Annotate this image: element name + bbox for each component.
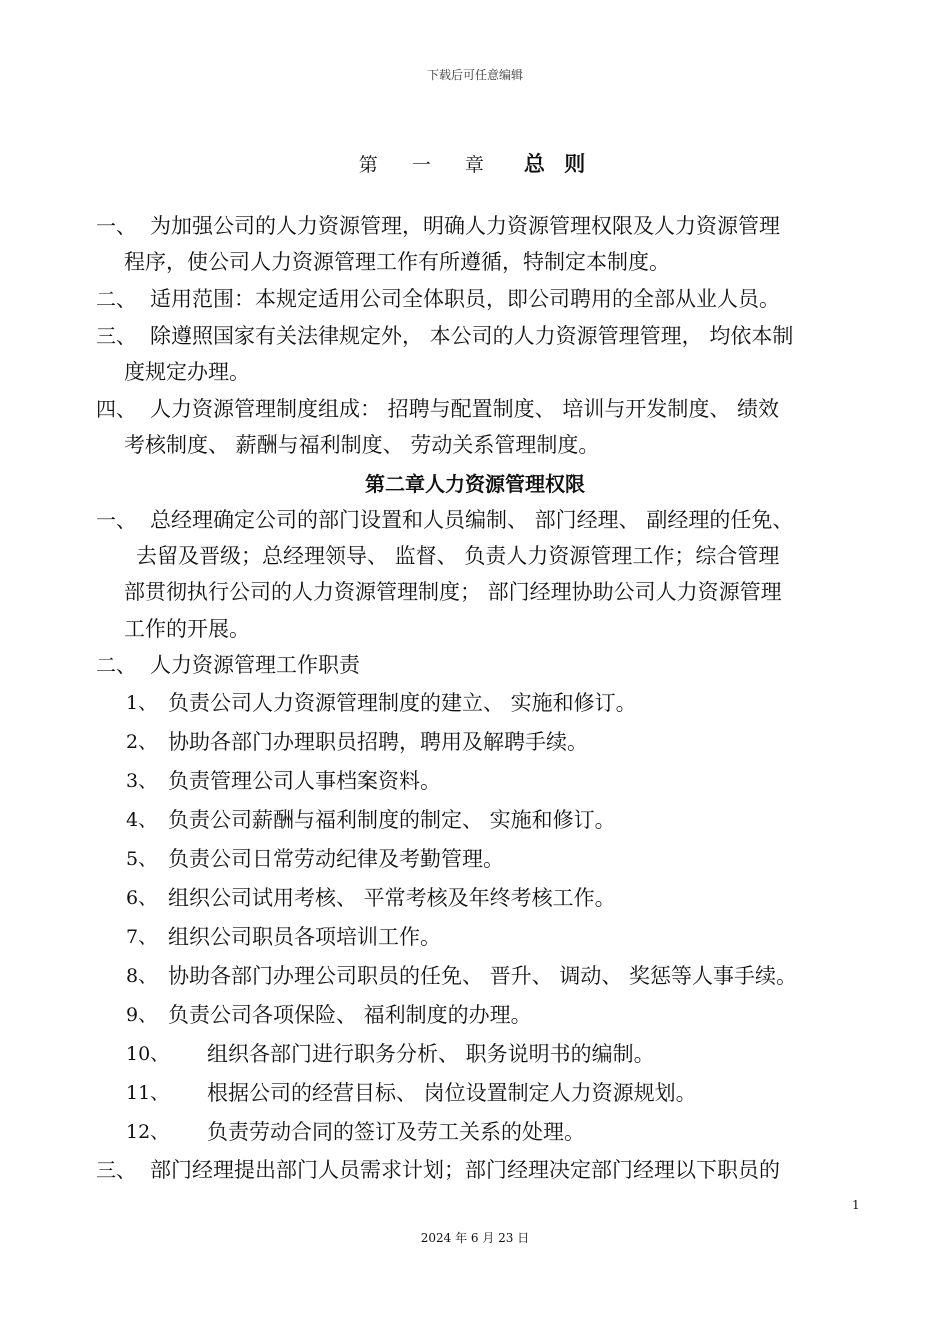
ch2-item-1-line-3: 部贯彻执行公司的人力资源管理制度； 部门经理协助公司人力资源管理 bbox=[124, 580, 782, 604]
ch2-item-1-marker: 一、 bbox=[96, 508, 136, 532]
ch2-item-1-line-2: 去留及晋级；总经理领导、 监督、 负责人力资源管理工作；综合管理 bbox=[136, 544, 780, 568]
duty-6-text: 组织公司试用考核、 平常考核及年终考核工作。 bbox=[168, 886, 616, 910]
page-number: 1 bbox=[852, 1198, 860, 1212]
ch1-item-4-line-2: 考核制度、 薪酬与福利制度、 劳动关系管理制度。 bbox=[124, 433, 600, 457]
duty-2-number: 2、 bbox=[126, 731, 158, 753]
duty-3-number: 3、 bbox=[126, 770, 158, 792]
duty-7-number: 7、 bbox=[126, 926, 158, 948]
duty-4-number: 4、 bbox=[126, 809, 158, 831]
duty-12-text: 负责劳动合同的签订及劳工关系的处理。 bbox=[207, 1120, 585, 1144]
ch1-item-3-marker: 三、 bbox=[96, 324, 136, 348]
duty-5-number: 5、 bbox=[126, 848, 158, 870]
ch2-item-3-line-1: 部门经理提出部门人员需求计划；部门经理决定部门经理以下职员的 bbox=[150, 1158, 780, 1182]
duty-12-number: 12、 bbox=[126, 1121, 170, 1143]
duty-1-text: 负责公司人力资源管理制度的建立、 实施和修订。 bbox=[168, 691, 637, 715]
duty-11-number: 11、 bbox=[126, 1082, 170, 1104]
duty-2-text: 协助各部门办理职员招聘，聘用及解聘手续。 bbox=[168, 730, 588, 754]
ch2-item-1-line-1: 总经理确定公司的部门设置和人员编制、 部门经理、 副经理的任免、 bbox=[150, 508, 794, 532]
ch2-item-1-line-4: 工作的开展。 bbox=[124, 617, 250, 641]
ch2-item-2-line-1: 人力资源管理工作职责 bbox=[150, 653, 360, 677]
duty-5-text: 负责公司日常劳动纪律及考勤管理。 bbox=[168, 847, 504, 871]
chapter-2-heading: 第二章人力资源管理权限 bbox=[365, 472, 585, 496]
ch1-item-2-line-1: 适用范围：本规定适用公司全体职员，即公司聘用的全部从业人员。 bbox=[150, 287, 780, 311]
ch1-item-4-line-1: 人力资源管理制度组成： 招聘与配置制度、 培训与开发制度、 绩效 bbox=[150, 397, 780, 421]
chapter-1-heading bbox=[0, 148, 950, 178]
header-note: 下载后可任意编辑 bbox=[426, 68, 523, 82]
duty-6-number: 6、 bbox=[126, 887, 158, 909]
chapter-1-prefix: 第 一 章 bbox=[358, 154, 498, 176]
ch1-item-3-line-2: 度规定办理。 bbox=[124, 360, 250, 384]
ch1-item-1-line-2: 程序，使公司人力资源管理工作有所遵循，特制定本制度。 bbox=[124, 250, 670, 274]
duty-1-number: 1、 bbox=[126, 692, 158, 714]
duty-4-text: 负责公司薪酬与福利制度的制定、 实施和修订。 bbox=[168, 808, 616, 832]
ch1-item-4-marker: 四、 bbox=[96, 397, 136, 421]
ch2-item-3-marker: 三、 bbox=[96, 1158, 136, 1182]
duty-11-text: 根据公司的经营目标、 岗位设置制定人力资源规划。 bbox=[207, 1081, 697, 1105]
footer-date: 2024 年 6 月 23 日 bbox=[420, 1231, 530, 1245]
duty-3-text: 负责管理公司人事档案资料。 bbox=[168, 769, 441, 793]
duty-9-number: 9、 bbox=[126, 1004, 158, 1026]
duty-10-number: 10、 bbox=[126, 1043, 170, 1065]
duty-8-number: 8、 bbox=[126, 965, 158, 987]
chapter-1-title: 总 则 bbox=[523, 152, 592, 176]
ch1-item-3-line-1: 除遵照国家有关法律规定外， 本公司的人力资源管理管理， 均依本制 bbox=[150, 324, 794, 348]
duty-9-text: 负责公司各项保险、 福利制度的办理。 bbox=[168, 1003, 532, 1027]
ch1-item-2-marker: 二、 bbox=[96, 287, 136, 311]
duty-7-text: 组织公司职员各项培训工作。 bbox=[168, 925, 441, 949]
ch1-item-1-marker: 一、 bbox=[96, 214, 136, 238]
duty-8-text: 协助各部门办理公司职员的任免、 晋升、 调动、 奖惩等人事手续。 bbox=[168, 964, 798, 988]
duty-10-text: 组织各部门进行职务分析、 职务说明书的编制。 bbox=[207, 1042, 655, 1066]
ch1-item-1-line-1: 为加强公司的人力资源管理，明确人力资源管理权限及人力资源管理 bbox=[150, 214, 780, 238]
ch2-item-2-marker: 二、 bbox=[96, 653, 136, 677]
